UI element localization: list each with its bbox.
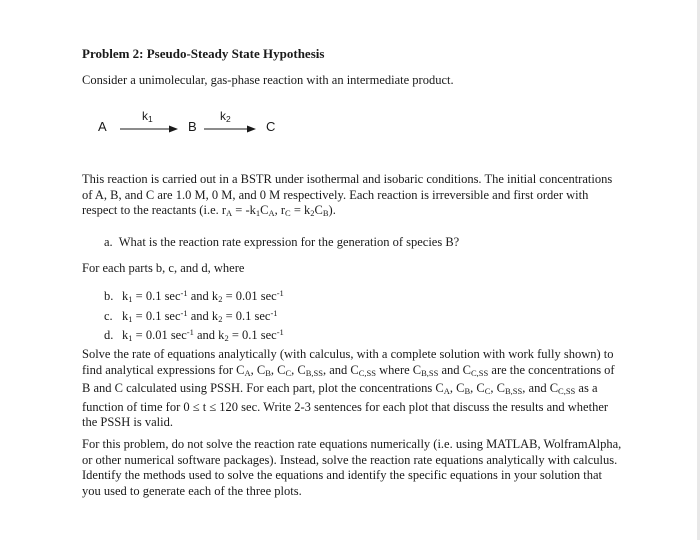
case-list	[104, 287, 284, 346]
case-c: c. $k_1 = 0.1$ $\sec^{-1}$ and $k_2 = 0.1$ $\sec^{-1}$	[104, 307, 278, 324]
species-a: A	[98, 119, 107, 134]
reaction-arrow-2	[202, 123, 258, 135]
question-a-text: What is the reaction rate expression for the generation of species B?	[118, 235, 460, 249]
method-instructions-paragraph: For this problem, do not solve the reaction rate equations numerically (i.e. using MATLAB, WolframAlpha, or other numerical software packages). Instead, solve the reaction rate equations analytically with calculus. Identify the methods used to solve the equations and identify the specific equations in your solution that you used to generate each of the three plots.	[82, 437, 622, 498]
solve-instructions-paragraph: Solve the rate of equations analytically (with calculus, with a complete solution with work fully shown) to find analytical expressions for $C_A$, $C_B$, $C_C$, $C_{B,SS}$, and $C_{C,SS}$ where $C_{B,SS}$ and $C_{C,SS}$ are the concentrations of B and C calculated using PSSH. For each part, plot the concentrations $C_A$, $C_B$, $C_C$, $C_{B,SS}$, and $C_{C,SS}$ as a function of time for 0 ≤ t ≤ 120 sec. Write 2-3 sentences for each plot that discuss the results and whether the PSSH is valid.	[82, 347, 615, 429]
case-d: d. $k_1 = 0.01$ $\sec^{-1}$ and $k_2 = 0.1$ $\sec^{-1}$	[104, 327, 284, 343]
species-b: B	[188, 119, 197, 134]
reaction-arrow-1	[118, 123, 180, 135]
rate-k1-label: $k_1$	[142, 109, 153, 124]
problem-intro: Consider a unimolecular, gas-phase reaction with an intermediate product.	[82, 73, 454, 87]
case-b: b. $k_1 = 0.1$ $\sec^{-1}$ and $k_2 = 0.01$ $\sec^{-1}$	[104, 288, 284, 304]
rate-k2-label: $k_2$	[220, 109, 231, 124]
question-a-label: a.	[104, 235, 113, 249]
species-c: C	[266, 119, 276, 134]
for-each-intro: For each parts b, c, and d, where	[82, 261, 245, 275]
question-a	[104, 235, 459, 250]
conditions-paragraph: This reaction is carried out in a BSTR under isothermal and isobaric conditions. The initial concentrations of A, B, and C are 1.0 M, 0 M, and 0 M respectively. Each reaction is irreversible and first order with respect to the reactants (i.e. $r_A = -k_1C_A$, $r_C = k_2C_B$).	[82, 172, 613, 218]
problem-title: Problem 2: Pseudo-Steady State Hypothesis	[82, 46, 325, 61]
reaction-scheme	[0, 0, 700, 200]
